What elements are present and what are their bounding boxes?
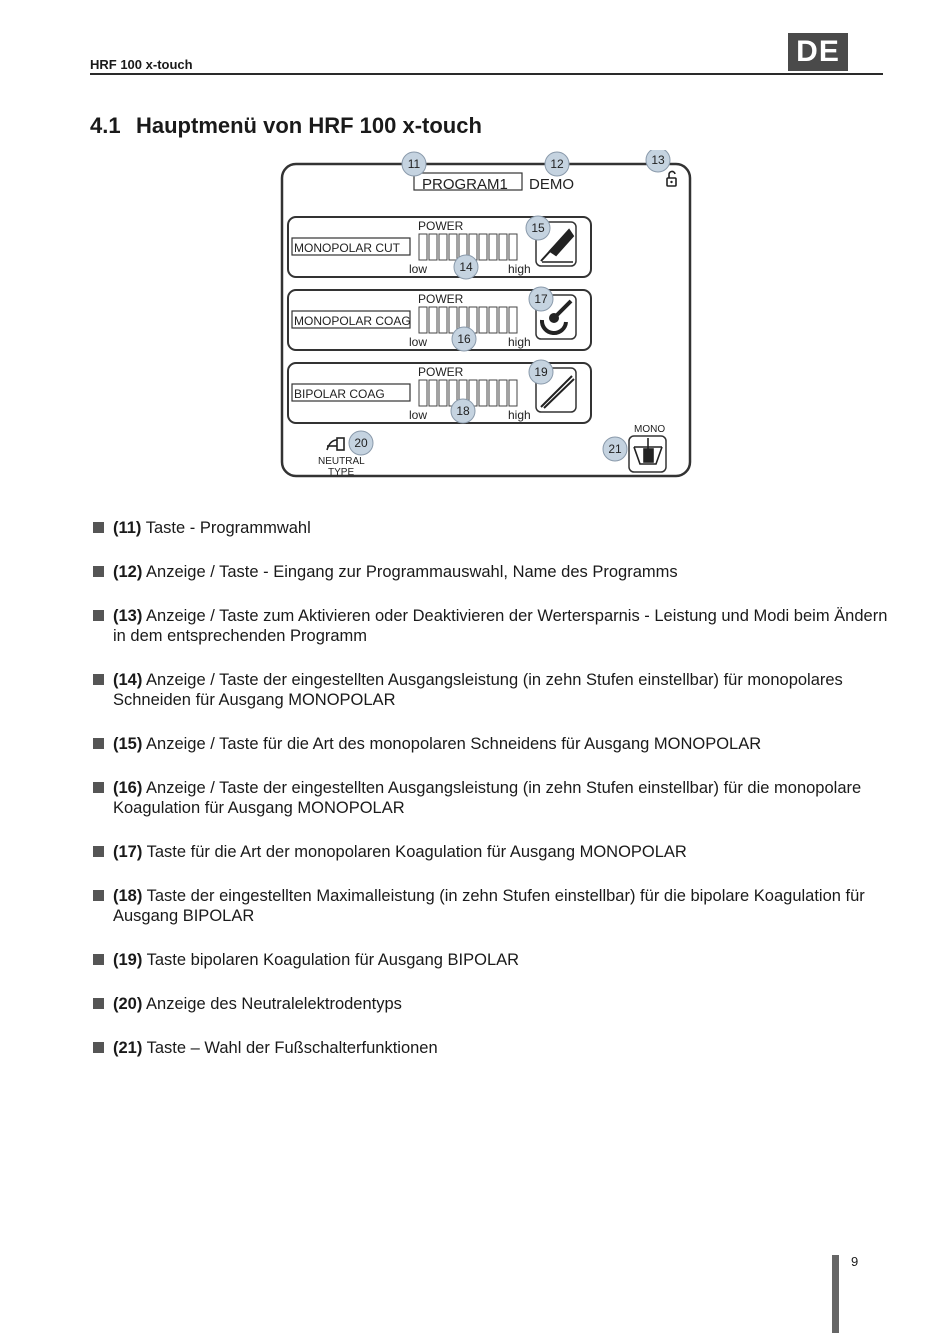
bullet-square-icon (93, 846, 104, 857)
list-item (90, 994, 890, 1014)
item-number: (20) (113, 995, 143, 1013)
list-item (90, 562, 890, 582)
mode-label: BIPOLAR COAG (294, 387, 385, 401)
list-item (90, 670, 890, 710)
bullet-square-icon (93, 674, 104, 685)
high-label: high (508, 408, 531, 422)
callout-20-label: 20 (354, 436, 368, 450)
callout-14-label: 14 (459, 260, 473, 274)
item-number: (18) (113, 887, 143, 905)
item-text: Taste bipolaren Koagulation für Ausgang BIPOLAR (142, 951, 520, 969)
callout-21-label: 21 (608, 442, 622, 456)
high-label: high (508, 335, 531, 349)
item-number: (19) (113, 951, 143, 969)
power-label: POWER (418, 219, 464, 233)
item-number: (15) (113, 735, 143, 753)
legend-list (90, 518, 890, 1082)
page-margin-bar (832, 1255, 839, 1333)
mode-label: MONOPOLAR CUT (294, 241, 401, 255)
callout-15-label: 15 (531, 221, 545, 235)
bullet-square-icon (93, 566, 104, 577)
item-number: (13) (113, 607, 143, 625)
item-text: Anzeige / Taste - Eingang zur Programmauswahl, Name des Programms (142, 563, 678, 581)
callout-12-label: 12 (550, 157, 564, 171)
bullet-square-icon (93, 522, 104, 533)
power-label: POWER (418, 292, 464, 306)
high-label: high (508, 262, 531, 276)
item-number: (11) (113, 519, 142, 537)
item-number: (16) (113, 779, 143, 797)
callout-17-label: 17 (534, 292, 548, 306)
bullet-square-icon (93, 782, 104, 793)
callout-18-label: 18 (456, 404, 470, 418)
page-number: 9 (851, 1254, 859, 1269)
power-label: POWER (418, 365, 464, 379)
item-text: Anzeige des Neutralelektrodentyps (142, 995, 402, 1013)
list-item (90, 1038, 890, 1058)
device-screen-figure (280, 150, 695, 482)
bullet-square-icon (93, 610, 104, 621)
item-text: Taste - Programmwahl (141, 519, 311, 537)
item-number: (12) (113, 563, 143, 581)
callout-13-label: 13 (651, 153, 665, 167)
item-text: Anzeige / Taste für die Art des monopolaren Schneidens für Ausgang MONOPOLAR (142, 735, 762, 753)
list-item (90, 886, 890, 926)
bullet-square-icon (93, 1042, 104, 1053)
item-number: (17) (113, 843, 143, 861)
list-item (90, 606, 890, 646)
bullet-square-icon (93, 954, 104, 965)
language-badge: DE (788, 33, 848, 71)
program-label: PROGRAM1 (422, 176, 508, 193)
neutral-label-line1: NEUTRAL (318, 456, 365, 467)
list-item (90, 950, 890, 970)
neutral-label-line2: TYPE (328, 467, 355, 478)
section-title (90, 113, 482, 139)
item-number: (14) (113, 671, 143, 689)
bullet-square-icon (93, 738, 104, 749)
list-item (90, 842, 890, 862)
callout-19-label: 19 (534, 365, 548, 379)
mode-label: MONOPOLAR COAG (294, 314, 411, 328)
item-text: Anzeige / Taste der eingestellten Ausgangsleistung (in zehn Stufen einstellbar) für monopolares Schneiden für Ausgang MONOPOLAR (113, 671, 843, 709)
list-item (90, 734, 890, 754)
bullet-square-icon (93, 890, 104, 901)
item-text: Taste – Wahl der Fußschalterfunktionen (142, 1039, 438, 1057)
list-item (90, 778, 890, 818)
low-label: low (409, 335, 428, 349)
callout-11-label: 11 (407, 157, 421, 171)
list-item (90, 518, 890, 538)
low-label: low (409, 408, 428, 422)
mono-label: MONO (634, 424, 666, 435)
section-number: 4.1 (90, 113, 121, 138)
item-text: Anzeige / Taste der eingestellten Ausgangsleistung (in zehn Stufen einstellbar) für die monopolare Koagulation für Ausgang MONOPOLAR (113, 779, 862, 817)
item-text: Taste der eingestellten Maximalleistung (in zehn Stufen einstellbar) für die bipolare Koagulation für Ausgang BIPOLAR (113, 887, 865, 925)
bullet-square-icon (93, 998, 104, 1009)
item-number: (21) (113, 1039, 143, 1057)
page-header-title: HRF 100 x-touch (90, 57, 193, 72)
section-title-text: Hauptmenü von HRF 100 x-touch (136, 113, 482, 138)
item-text: Anzeige / Taste zum Aktivieren oder Deaktivieren der Wertersparnis - Leistung und Modi beim Ändern in dem entsprechenden Programm (113, 607, 888, 645)
low-label: low (409, 262, 428, 276)
item-text: Taste für die Art der monopolaren Koagulation für Ausgang MONOPOLAR (142, 843, 687, 861)
header-rule (90, 73, 883, 75)
callout-16-label: 16 (457, 332, 471, 346)
program-name: DEMO (529, 176, 574, 193)
